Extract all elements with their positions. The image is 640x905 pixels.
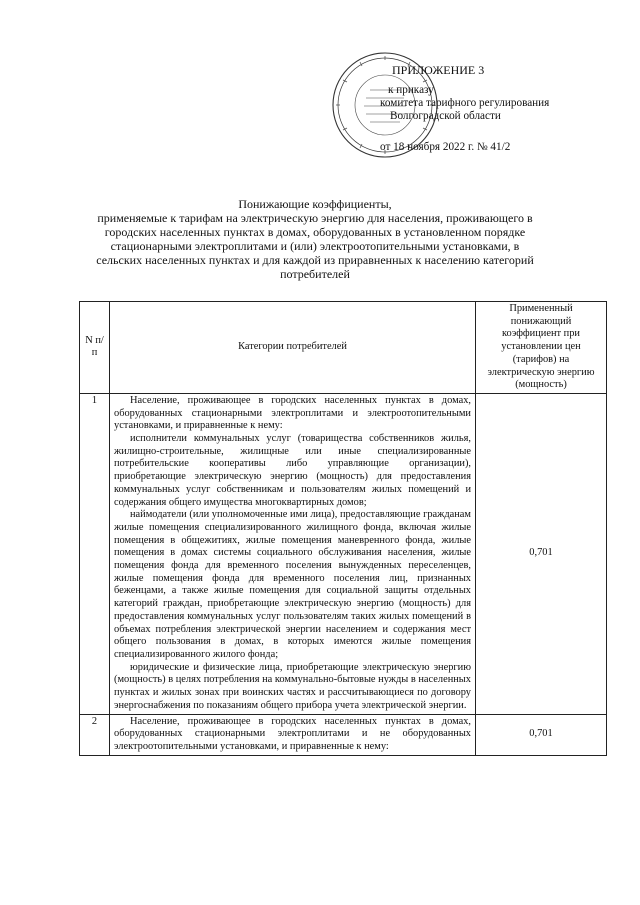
heading-line: стационарными электроплитами и (или) электроотопительными установками, в <box>110 239 520 253</box>
table-row <box>80 393 607 714</box>
appendix-block <box>370 64 630 154</box>
category-paragraph: Население, проживающее в городских населенных пунктах в домах, оборудованных стационарными электроплитами и не оборудованных электроотопительными установками, и приравненные к нему: <box>114 715 471 752</box>
heading-line: сельских населенных пунктах и для каждой из приравненных к населению категорий <box>96 253 534 267</box>
heading-line: потребителей <box>280 267 350 281</box>
table-header-row <box>80 302 607 394</box>
heading-line: применяемые к тарифам на электрическую энергию для населения, проживающего в <box>97 211 533 225</box>
appendix-title: ПРИЛОЖЕНИЕ 3 <box>392 63 485 77</box>
row-coefficient: 0,701 <box>476 714 607 755</box>
heading-line: городских населенных пунктах в домах, оборудованных в установленном порядке <box>104 225 526 239</box>
appendix-date-number: от 18 ноября 2022 г. № 41/2 <box>380 141 511 153</box>
appendix-committee: комитета тарифного регулирования <box>380 97 550 109</box>
category-paragraph: Население, проживающее в городских населенных пунктах в домах, оборудованных стационарными электроплитами и электроотопительными установками, и приравненные к нему: <box>114 394 471 432</box>
heading-line: Понижающие коэффициенты, <box>238 197 392 211</box>
appendix-order-ref: к приказу <box>388 84 434 96</box>
header-num: N п/п <box>80 302 110 394</box>
header-category: Категории потребителей <box>110 302 476 394</box>
row-category <box>110 393 476 714</box>
category-paragraph: исполнители коммунальных услуг (товарищества собственников жилья, жилищно-строительные, жилищные или иные специализированные потребительские кооперативы либо управляющие организации), приобретающие электрическую энергию (мощность) для предоставления коммунальных услуг собственникам и пользователям жилых помещений и содержания общего имущества многоквартирных домов; <box>114 433 471 508</box>
category-paragraph: наймодатели (или уполномоченные ими лица), предоставляющие гражданам жилые помещения специализированного жилищного фонда, включая жилые помещения в общежитиях, жилые помещения маневренного фонда, жилые помещения в домах системы социального обслуживания населения, жилые помещения фонда для временного поселения вынужденных переселенцев, жилые помещения фонда для временного поселения лиц, признанных беженцами, а также жилые помещения для социальной защиты отдельных категорий граждан, приобретающие электрическую энергию (мощность) для предоставления коммунальных услуг пользователям таких жилых помещений в объемах потребления электрической энергии населением и содержания мест общего пользования в домах, в которых имеются жилые помещения специализированного жилого фонда; <box>114 509 471 660</box>
category-paragraph: юридические и физические лица, приобретающие электрическую энергию (мощность) в целях потребления на коммунально-бытовые нужды в населенных пунктах и жилых зонах при воинских частях и рассчитывающиеся по договору энергоснабжения по показаниям общего прибора учета электрической энергии. <box>114 661 471 711</box>
row-coefficient: 0,701 <box>476 393 607 714</box>
table-row <box>80 714 607 755</box>
coefficients-table <box>79 301 607 756</box>
row-num: 1 <box>80 393 110 714</box>
header-coefficient: Примененный понижающий коэффициент при установлении цен (тарифов) на электрическую энергию (мощность) <box>476 302 607 394</box>
document-heading <box>80 197 550 281</box>
row-num: 2 <box>80 714 110 755</box>
appendix-region: Волгоградской области <box>390 110 501 122</box>
row-category <box>110 714 476 755</box>
